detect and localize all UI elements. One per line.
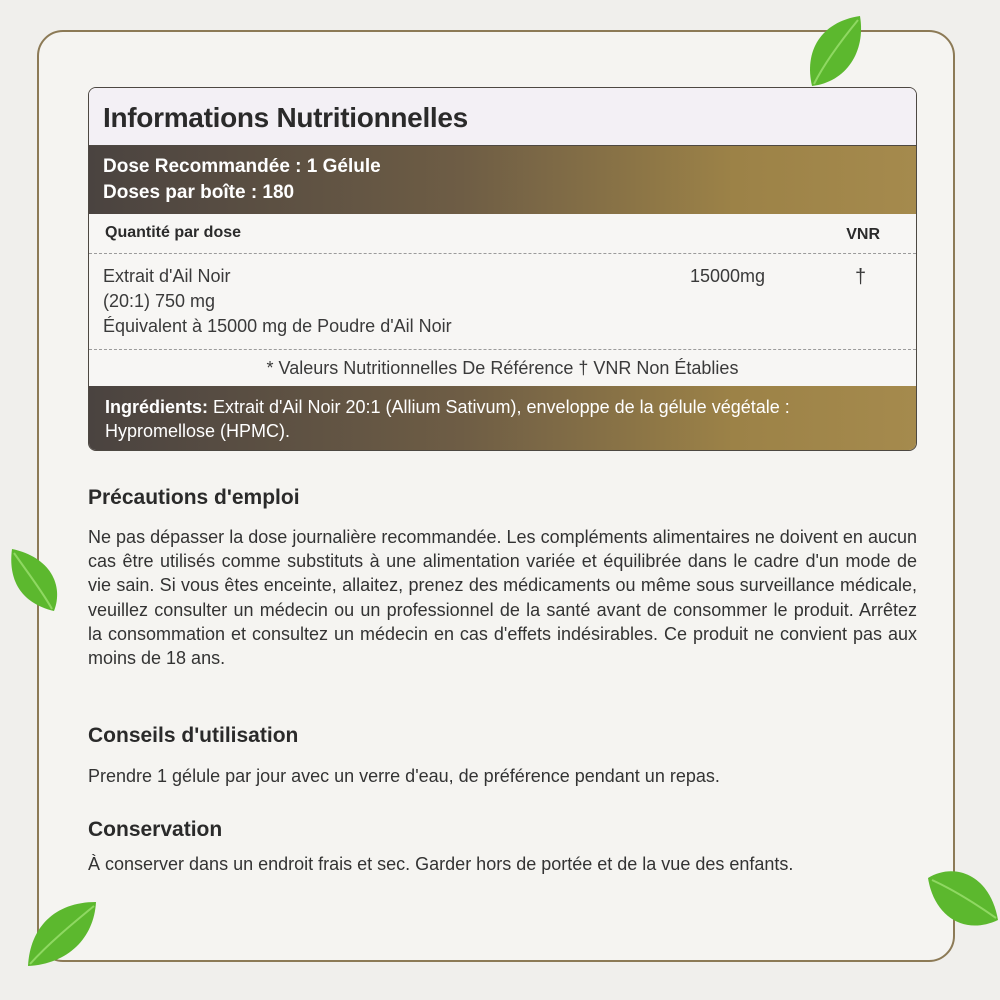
table-header-row — [89, 214, 916, 254]
doses-per-box: Doses par boîte : 180 — [103, 182, 295, 203]
recommended-dose: Dose Recommandée : 1 Gélule — [103, 156, 381, 177]
precautions-heading: Précautions d'emploi — [88, 486, 300, 509]
ingredients-text: Extrait d'Ail Noir 20:1 (Allium Sativum), enveloppe de la gélule végétale : Hypromellose (HPMC). — [105, 397, 790, 441]
ingredients-label: Ingrédients: — [105, 397, 209, 417]
usage-text: Prendre 1 gélule par jour avec un verre d'eau, de préférence pendant un repas. — [88, 766, 720, 786]
column-header-quantity: Quantité par dose — [105, 224, 242, 241]
storage-text: À conserver dans un endroit frais et sec. Garder hors de portée et de la vue des enfants. — [88, 854, 794, 874]
ingredient-ratio: (20:1) 750 mg — [103, 291, 216, 311]
precautions-text: Ne pas dépasser la dose journalière recommandée. Les compléments alimentaires ne doivent en aucun cas être utilisés comme substituts à une alimentation variée et équilibrée dans le cadre d'un mode de vie sain. Si vous êtes enceinte, allaitez, prenez des médicaments ou même sous surveillance médicale, veuillez consulter un médecin ou un professionnel de la santé avant de consommer le produit. Arrêtez la consommation et consultez un médecin en cas d'effets indésirables. Ce produit ne convient pas aux moins de 18 ans. — [88, 527, 917, 669]
leaf-icon — [6, 545, 64, 615]
table-footnote: * Valeurs Nutritionnelles De Référence † VNR Non Établies — [266, 358, 739, 378]
leaf-icon — [24, 898, 100, 970]
ingredients-band — [89, 386, 916, 451]
leaf-icon — [800, 12, 872, 94]
dose-band — [89, 146, 916, 214]
column-header-vnr: VNR — [846, 226, 880, 243]
table-row — [89, 254, 916, 350]
usage-heading: Conseils d'utilisation — [88, 724, 299, 747]
ingredient-amount: 15000mg — [690, 266, 766, 286]
ingredient-vnr: † — [855, 266, 867, 288]
ingredient-name: Extrait d'Ail Noir — [103, 266, 231, 286]
nutrition-table — [88, 87, 917, 451]
leaf-icon — [924, 860, 1000, 938]
nutrition-title: Informations Nutritionnelles — [89, 88, 916, 146]
storage-heading: Conservation — [88, 818, 223, 841]
ingredient-equivalent: Équivalent à 15000 mg de Poudre d'Ail Noir — [103, 316, 452, 336]
